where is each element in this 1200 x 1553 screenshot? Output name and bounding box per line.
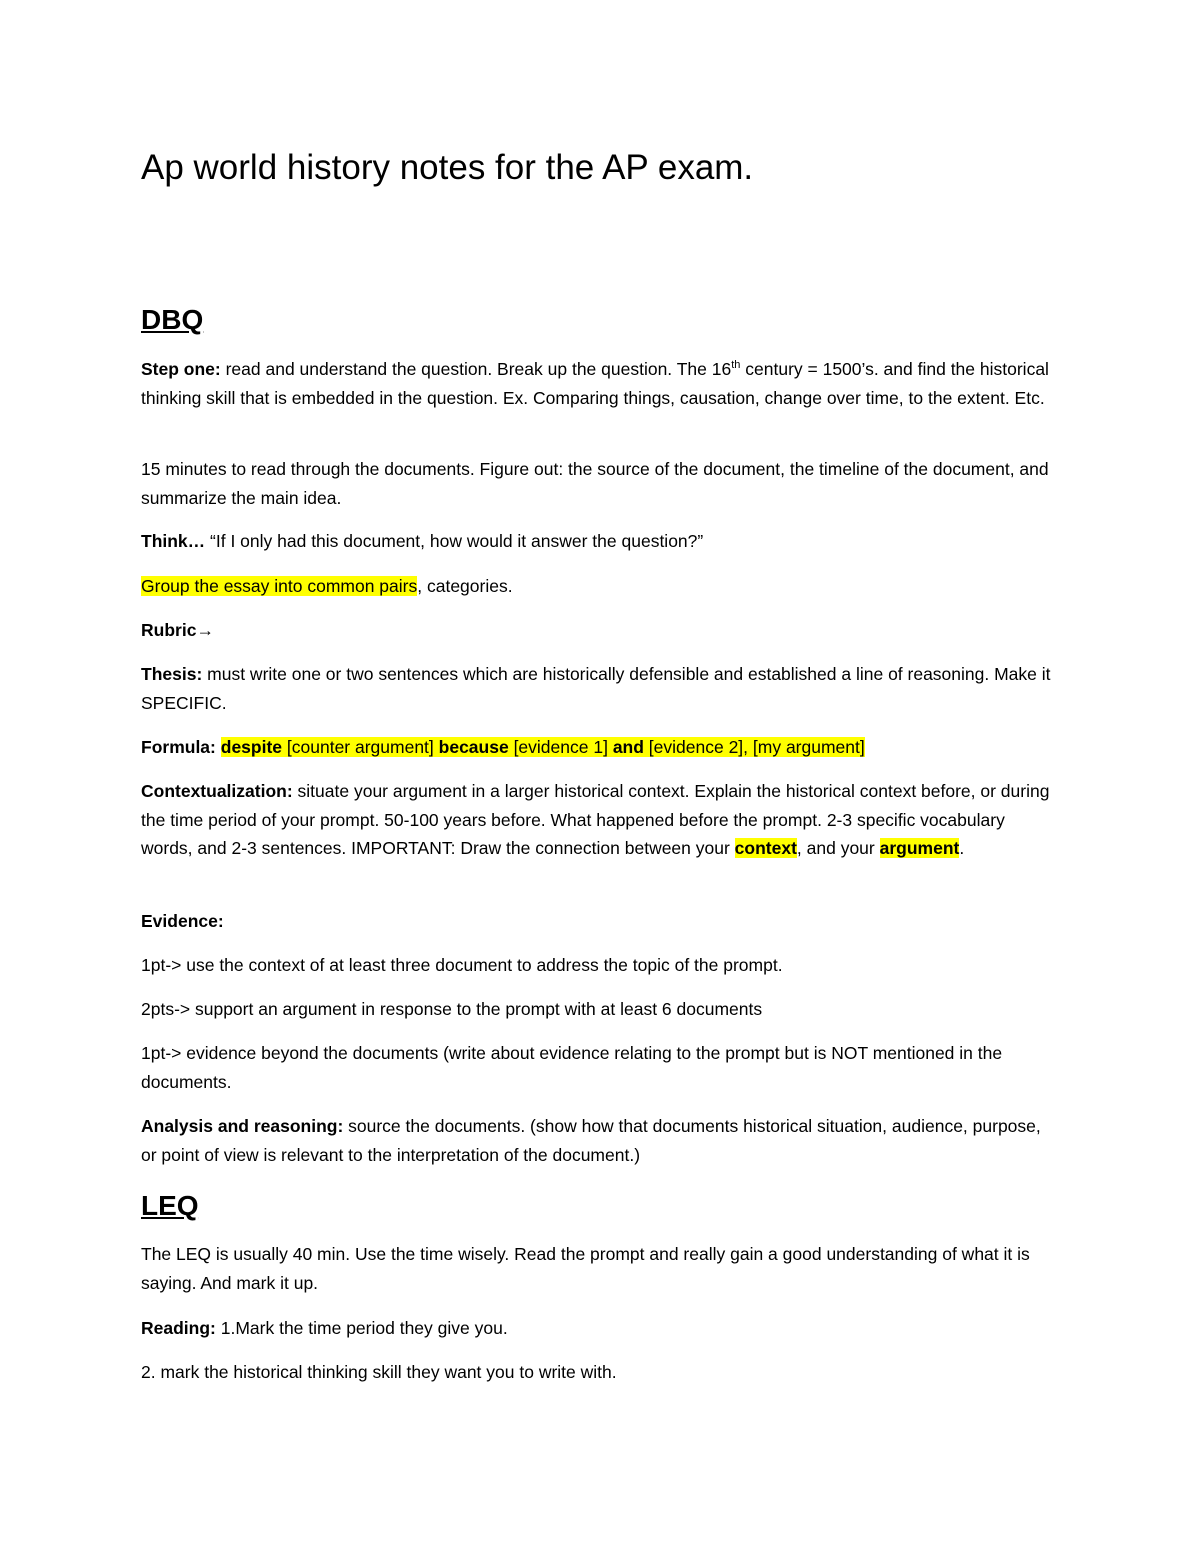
formula-counter: [counter argument] [282, 737, 439, 757]
think-label: Think… [141, 531, 206, 551]
argument-highlight: argument [879, 838, 960, 858]
formula-paragraph [141, 733, 1061, 762]
rubric-label: Rubric [141, 620, 197, 640]
leq-intro-paragraph: The LEQ is usually 40 min. Use the time wisely. Read the prompt and really gain a good understanding of what it is saying. And mark it up. [141, 1244, 1030, 1293]
formula-label: Formula: [141, 737, 216, 757]
evidence-label: Evidence: [141, 911, 224, 931]
group-paragraph [141, 572, 1061, 601]
formula-despite: despite [220, 737, 283, 757]
context-highlight: context [734, 838, 797, 858]
thesis-paragraph [141, 660, 1061, 717]
step-one-text: read and understand the question. Break up the question. The 16 [220, 359, 732, 379]
think-text: “If I only had this document, how would it answer the question?” [205, 531, 704, 551]
analysis-paragraph [141, 1112, 1061, 1169]
formula-highlight [221, 737, 865, 757]
analysis-text: source the documents. (show how that documents historical situation, audience, purpose, or point of view is relevant to the interpretation of the document.) [141, 1116, 1041, 1165]
step-one-label: Step one: [141, 359, 221, 379]
contextualization-label: Contextualization: [141, 781, 293, 801]
rubric-arrow-icon: → [196, 620, 214, 640]
formula-evidence2: [evidence 2], [my argument] [643, 737, 865, 757]
group-rest: , categories. [417, 576, 513, 596]
evidence-item: 1pt-> use the context of at least three document to address the topic of the prompt. [141, 955, 783, 975]
thesis-label: Thesis: [141, 664, 203, 684]
leq-step-two-paragraph: 2. mark the historical thinking skill they want you to write with. [141, 1362, 617, 1382]
leq-heading: LEQ [141, 1190, 199, 1221]
analysis-label: Analysis and reasoning: [141, 1116, 344, 1136]
thesis-text: must write one or two sentences which are historically defensible and established a line of reasoning. Make it SPECIFIC. [141, 664, 1051, 713]
formula-evidence1: [evidence 1] [508, 737, 613, 757]
formula-because: because [438, 737, 509, 757]
evidence-item: 2pts-> support an argument in response to the prompt with at least 6 documents [141, 999, 763, 1019]
contextualization-text: situate your argument in a larger historical context. Explain the historical context before, or during the time period of your prompt. 50-100 years before. What happened before the prompt. 2-3 specific vocabulary words, and 2-3 sentences. IMPORTANT: Draw the connection between your [141, 781, 1050, 858]
dbq-heading: DBQ [141, 304, 204, 335]
think-paragraph [141, 527, 1061, 556]
contextualization-end: . [959, 838, 965, 858]
reading-label: Reading: [141, 1318, 216, 1338]
superscript-th: th [731, 359, 741, 372]
contextualization-mid: , and your [796, 838, 880, 858]
leq-reading-paragraph [141, 1314, 1061, 1343]
document-title: Ap world history notes for the AP exam. [141, 148, 754, 187]
evidence-label-paragraph [141, 907, 1061, 936]
reading-text: 1.Mark the time period they give you. [215, 1318, 508, 1338]
contextualization-paragraph [141, 777, 1061, 863]
group-highlight: Group the essay into common pairs [141, 576, 418, 596]
formula-and: and [612, 737, 644, 757]
step-one-text-cont: century = 1500’s. and find the historical thinking skill that is embedded in the question. Ex. Comparing things, causation, change over time, to the extent. Etc. [141, 359, 1049, 408]
rubric-paragraph [141, 616, 1061, 645]
step-one-paragraph [141, 355, 1061, 412]
evidence-item: 1pt-> evidence beyond the documents (write about evidence relating to the prompt but is NOT mentioned in the documents. [141, 1043, 1003, 1092]
reading-time-paragraph: 15 minutes to read through the documents. Figure out: the source of the document, the timeline of the document, and summarize the main idea. [141, 459, 1049, 508]
